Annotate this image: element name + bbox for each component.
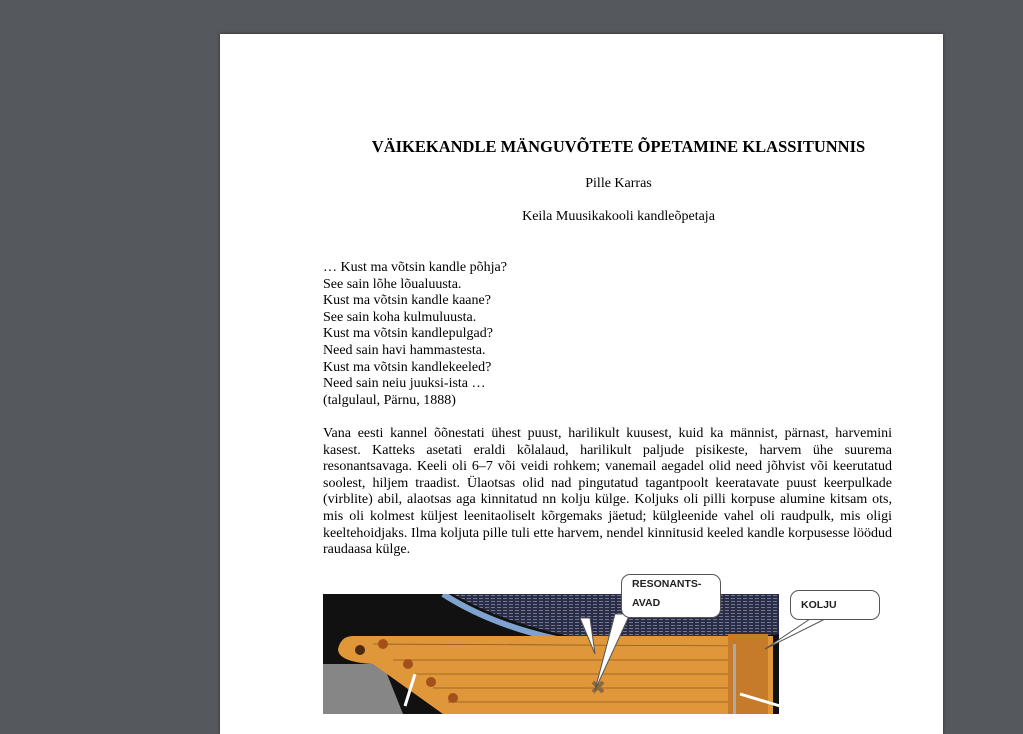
callout-kolju: KOLJU [790, 590, 880, 620]
pdf-page [220, 34, 943, 734]
affiliation: Keila Muusikakooli kandleõpetaja [522, 209, 715, 224]
callout-resonantsavad [621, 574, 721, 618]
poem-line: See sain koha kulmuluusta. [323, 309, 477, 325]
body-paragraph: Vana eesti kannel õõnestati ühest puust, harilikult kuusest, kuid ka männist, pärnast, harvemini kasest. Katteks asetati eraldi kõlalaud, harilikult paljude pisikeste, harvem ühe suurema resonantsavaga. Keeli oli 6–7 või veidi rohkem; vanemail aegadel olid need jõhvist või keerutatud soolest, hiljem traadist. Ülaotsas olid nad pingutatud tagantpoolt keeratavate puust keerpulkade (virblite) abil, alaotsas aga kinnitatud nn kolju külge. Koljuks oli pilli korpuse alumine kitsam ots, mis oli kolmest küljest leenitaoliselt kõrgemaks jäetud; külgleenide vahel oli raudpulk, mis oligi keeltehoidjaks. Ilma koljuta pille tuli ette harvem, nendel kinnitusid keeled kandle korpusesse löödud raudaasa külge. [323, 426, 892, 558]
poem-line: See sain lõhe lõualuusta. [323, 276, 462, 292]
callout-text: RESONANTS- [632, 578, 702, 590]
poem-line: Kust ma võtsin kandlepulgad? [323, 326, 493, 342]
poem-line: … Kust ma võtsin kandle põhja? [323, 260, 507, 275]
callout-text: AVAD [632, 597, 661, 609]
poem-line: Need sain neiu juuksi-ista … [323, 376, 486, 392]
poem [323, 260, 507, 409]
author: Pille Karras [585, 176, 652, 191]
document-title: VÄIKEKANDLE MÄNGUVÕTETE ÕPETAMINE KLASSITUNNIS [371, 137, 866, 156]
poem-line: Need sain havi hammastesta. [323, 342, 486, 358]
poem-line: Kust ma võtsin kandlekeeled? [323, 359, 492, 375]
poem-source: (talgulaul, Pärnu, 1888) [323, 392, 456, 408]
poem-line: Kust ma võtsin kandle kaane? [323, 293, 491, 309]
